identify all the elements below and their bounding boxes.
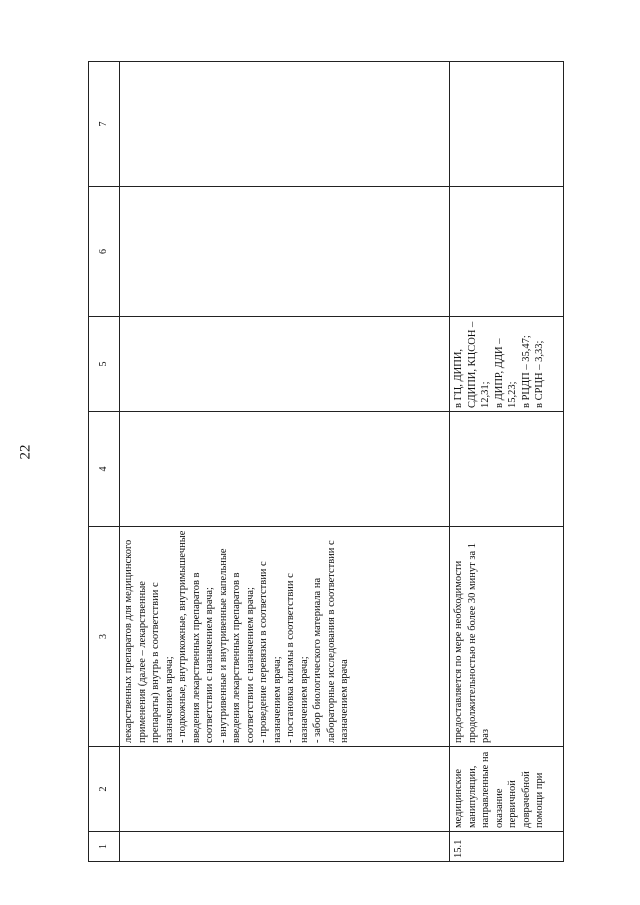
- table-row: [450, 62, 564, 862]
- row-2-col-7: [450, 62, 564, 187]
- row-1-col-7: [120, 62, 450, 187]
- row-1-col-5: [120, 317, 450, 412]
- row-1-col-1: [120, 832, 450, 862]
- row-2-col-4: [450, 412, 564, 527]
- row-1-col-6: [120, 187, 450, 317]
- rotated-table-container: [88, 62, 564, 862]
- column-number-7: 7: [89, 62, 120, 187]
- column-number-2: 2: [89, 747, 120, 832]
- row-1-service-description: лекарственных препаратов для медицинского применения (далее – лекарственные препараты) внутрь в соответствии с назначением врача; - подкожные, внутрикожные, внутримышечные введения лекарственных препаратов в соответствии с назначением врача; - внутривенные и внутривенные капельные введения лекарственных препаратов в соответствии с назначением врача; - проведение перевязки в соответствии с назначением врача; - постановка клизмы в соответствии с назначением врача; - забор биологического материала на лабораторные исследования в соответствии с назначением врача: [120, 527, 450, 747]
- table-row: [120, 62, 450, 862]
- row-1-col-4: [120, 412, 450, 527]
- table-header-row: [89, 62, 120, 862]
- column-number-1: 1: [89, 832, 120, 862]
- row-2-service-conditions: предоставляется по мере необходимости продолжительностью не более 30 минут за 1 раз: [450, 527, 564, 747]
- column-number-5: 5: [89, 317, 120, 412]
- row-2-item-number: 15.1: [450, 832, 564, 862]
- column-number-4: 4: [89, 412, 120, 527]
- column-number-6: 6: [89, 187, 120, 317]
- row-2-col-6: [450, 187, 564, 317]
- page-number: 22: [17, 444, 34, 460]
- row-2-service-name: медицинские манипуляции, направленные на оказание первичной доврачебной помощи при: [450, 747, 564, 832]
- services-table: [88, 61, 564, 862]
- row-2-institution-norms: в ГЦ, ДИПИ, СДИПИ, КЦСОН – 12,31; в ДИПР, ДДИ – 15,23; в РЦДП – 35,47; в СРЦН – 3,33;: [450, 317, 564, 412]
- row-1-col-2: [120, 747, 450, 832]
- column-number-3: 3: [89, 527, 120, 747]
